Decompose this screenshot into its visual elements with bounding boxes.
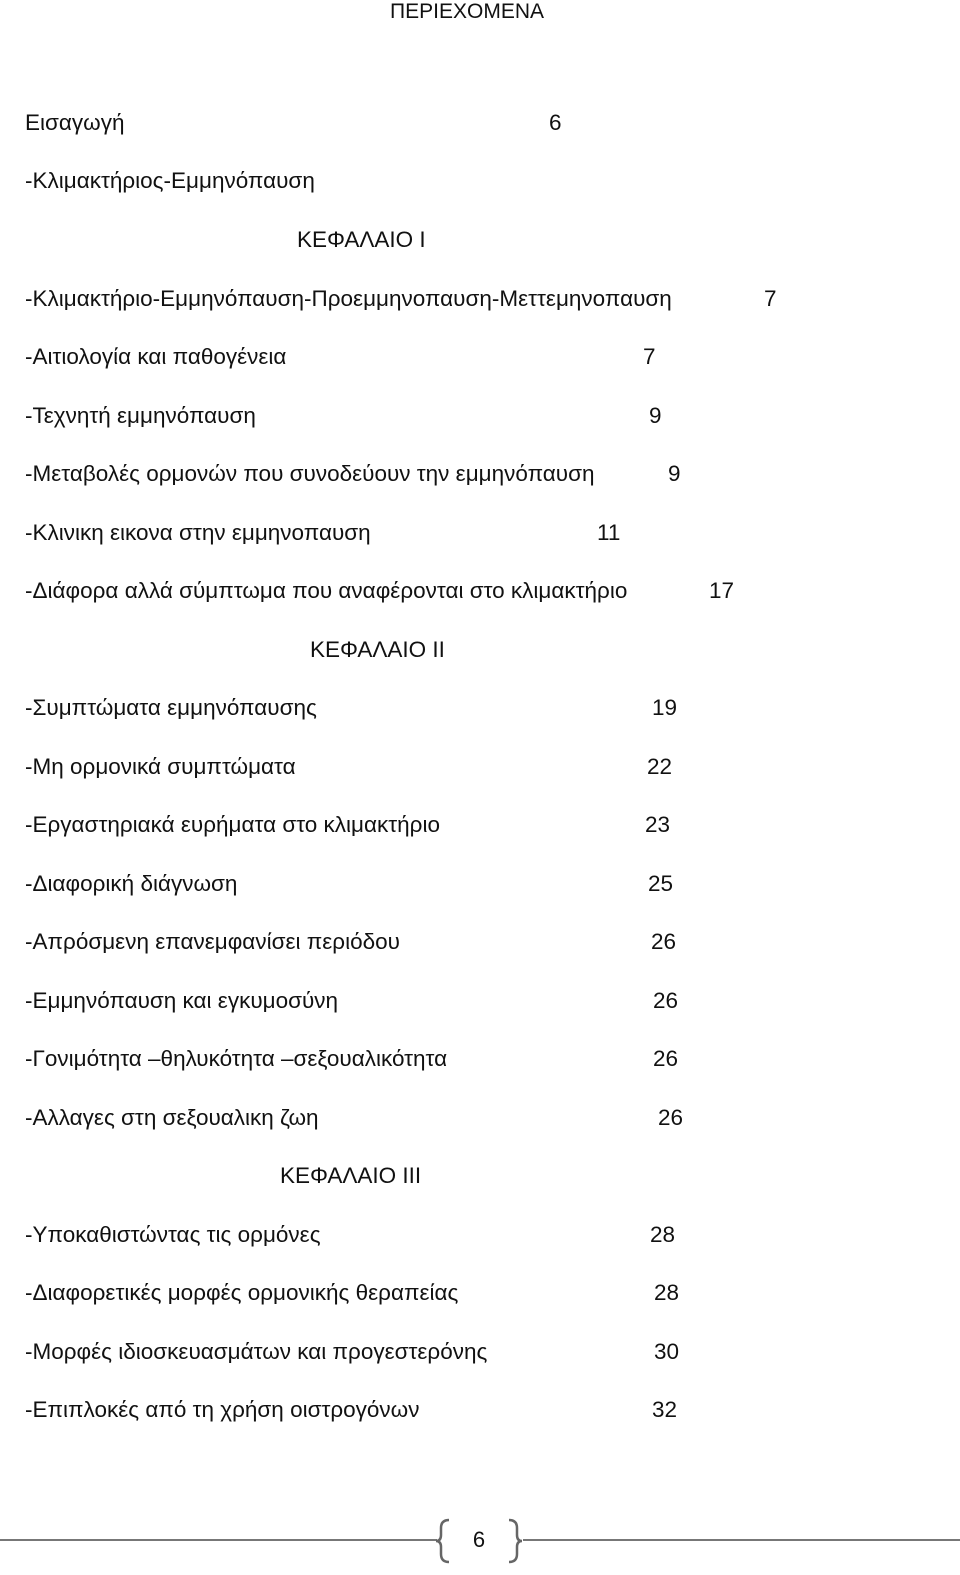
toc-entry-title: -Διάφορα αλλά σύμπτωμα που αναφέρονται στο κλιμακτήριο (25, 578, 628, 603)
toc-entry-title: -Αιτιολογία και παθογένεια (25, 344, 287, 369)
toc-entry-page: 22 (647, 754, 673, 779)
page-title: ΠΕΡΙΕΧΟΜΕΝΑ (389, 0, 545, 23)
toc-entry-page: 11 (597, 520, 621, 545)
toc-entry-title: -Κλιμακτήριο-Εμμηνόπαυση-Προεμμηνοπαυση-Μεττεμηνοπαυση (25, 286, 672, 311)
toc-entry-page: 28 (654, 1280, 680, 1305)
page-number: 6 (472, 1527, 486, 1552)
toc-entry-title: -Επιπλοκές από τη χρήση οιστρογόνων (25, 1397, 420, 1422)
toc-entry-title: -Μορφές ιδιοσκευασμάτων και προγεστερόνης (25, 1339, 488, 1364)
footer-rule-right (523, 1539, 960, 1541)
toc-entry-page: 26 (658, 1105, 684, 1130)
toc-entry-title: -Διαφορική διάγνωση (25, 871, 238, 896)
toc-entry-title: -Υποκαθιστώντας τις ορμόνες (25, 1222, 321, 1247)
toc-entry-page: 26 (653, 988, 679, 1013)
toc-entry-page: 26 (651, 929, 677, 954)
footer-rule-left (0, 1539, 437, 1541)
toc-entry-title: -Κλιμακτήριος-Εμμηνόπαυση (25, 168, 315, 193)
toc-entry-page: 23 (645, 812, 671, 837)
chapter-heading: ΚΕΦΑΛΑΙΟ Ι (297, 227, 426, 252)
toc-entry-title: -Απρόσμενη επανεμφανίσει περιόδου (25, 929, 400, 954)
toc-entry-page: 9 (668, 461, 681, 486)
toc-entry-title: -Διαφορετικές μορφές ορμονικής θεραπείας (25, 1280, 459, 1305)
toc-entry-title: Εισαγωγή (25, 110, 125, 135)
toc-entry-title: -Γονιμότητα –θηλυκότητα –σεξουαλικότητα (25, 1046, 448, 1071)
toc-entry-title: -Εργαστηριακά ευρήματα στο κλιμακτήριο (25, 812, 440, 837)
toc-entry-title: -Αλλαγες στη σεξουαλικη ζωη (25, 1105, 319, 1130)
toc-entry-page: 6 (549, 110, 562, 135)
toc-entry-title: -Συμπτώματα εμμηνόπαυσης (25, 695, 317, 720)
chapter-heading: ΚΕΦΑΛΑΙΟ ΙΙΙ (280, 1163, 422, 1188)
toc-entry-page: 28 (650, 1222, 676, 1247)
toc-entry-title: -Κλινικη εικονα στην εμμηνοπαυση (25, 520, 371, 545)
toc-entry-title: -Μεταβολές ορμονών που συνοδεύουν την εμμηνόπαυση (25, 461, 595, 486)
chapter-heading: ΚΕΦΑΛΑΙΟ ΙΙ (310, 637, 445, 662)
toc-entry-page: 26 (653, 1046, 679, 1071)
toc-entry-page: 25 (648, 871, 674, 896)
toc-entry-page: 9 (649, 403, 662, 428)
toc-entry-page: 17 (709, 578, 735, 603)
toc-entry-page: 7 (764, 286, 777, 311)
toc-entry-title: -Τεχνητή εμμηνόπαυση (25, 403, 256, 428)
toc-entry-title: -Εμμηνόπαυση και εγκυμοσύνη (25, 988, 339, 1013)
toc-entry-page: 30 (654, 1339, 680, 1364)
page-number-bracket (435, 1518, 523, 1564)
toc-entry-page: 32 (652, 1397, 678, 1422)
toc-entry-page: 19 (652, 695, 678, 720)
toc-entry-page: 7 (643, 344, 656, 369)
toc-entry-title: -Μη ορμονικά συμπτώματα (25, 754, 296, 779)
